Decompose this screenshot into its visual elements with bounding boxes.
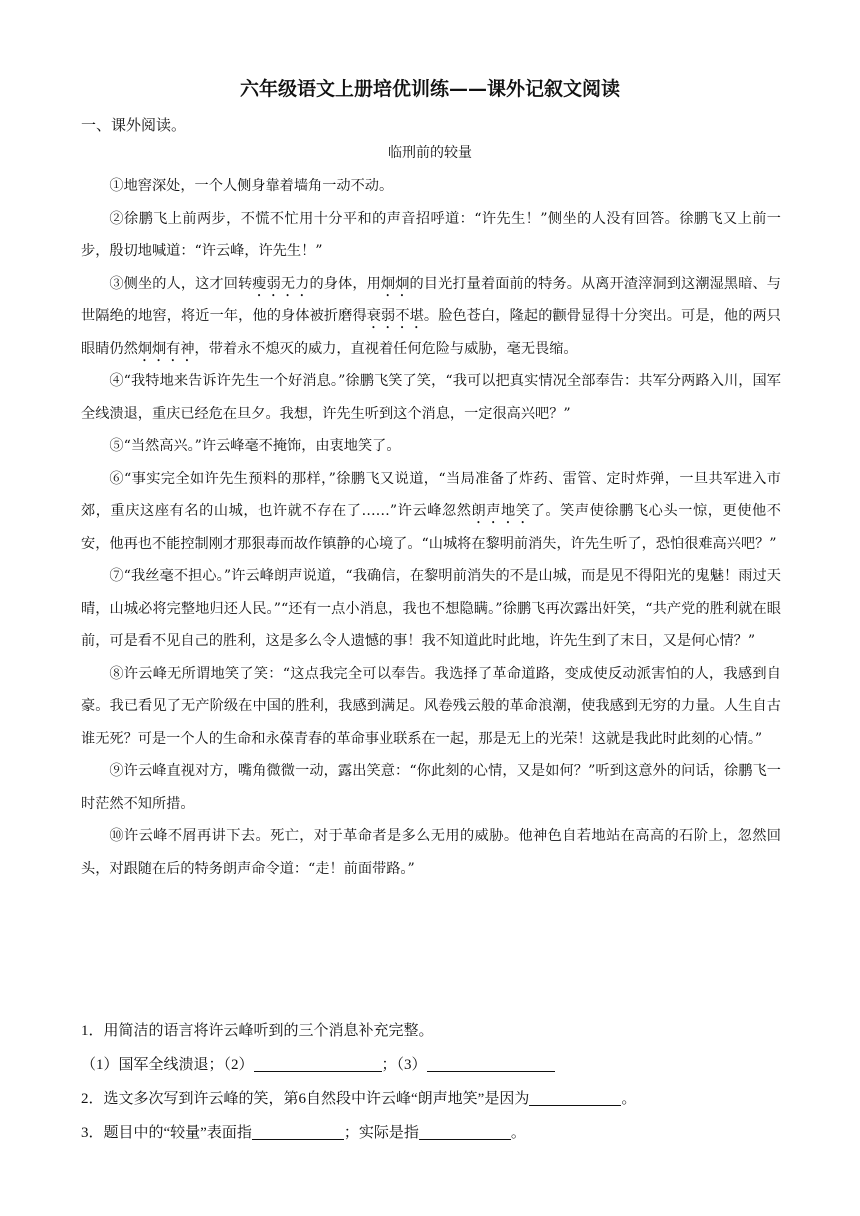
paragraph-3-text: 的目光打量着面前的特务。从离开渣滓洞到这潮湿黑暗、与世隔绝的地窖，将近一年，他的身体被折磨得 bbox=[81, 275, 781, 324]
passage-body bbox=[81, 170, 781, 885]
question-1-sub-text: ；（3） bbox=[381, 1057, 427, 1073]
paragraph-6 bbox=[81, 463, 781, 561]
paragraph-8: ⑧许云峰无所谓地笑了笑：“这点我完全可以奉告。我选择了革命道路，变成使反动派害怕的人，我感到自豪。我已看见了无产阶级在中国的胜利，我感到满足。风卷残云般的革命浪潮，使我感到无穷的力量。人生自古谁无死？可是一个人的生命和永葆青春的革命事业联系在一起，那是无上的光荣！这就是我此时此刻的心情。” bbox=[81, 665, 781, 747]
paragraph-5: ⑤“当然高兴。”许云峰毫不掩饰，由衷地笑了。 bbox=[109, 438, 401, 454]
paragraph-3-text: ，带着永不熄灭的威力，直视着任何危险与威胁，毫无畏缩。 bbox=[194, 340, 578, 357]
answer-blank[interactable] bbox=[419, 1123, 511, 1140]
section-heading: 一、课外阅读。 bbox=[81, 118, 187, 134]
paragraph-6-text: ⑥“事实完全如许先生预料的那样，”徐鹏飞又说道，“当局准备了炸药、雷管、定时炸弹，一旦共军进入市郊，重庆这座有名的山城，也许就不存在了……”许云峰忽然 bbox=[81, 470, 781, 519]
emphasis-phrase: 朗声地笑 bbox=[471, 503, 531, 519]
question-1-sub-text: （1）国军全线溃退；（2） bbox=[81, 1057, 254, 1073]
paragraph-2: ②徐鹏飞上前两步，不慌不忙用十分平和的声音招呼道：“许先生！”侧坐的人没有回答。徐鹏飞又上前一步，殷切地喊道：“许云峰，许先生！” bbox=[81, 210, 781, 259]
paragraph-3-text: ③侧坐的人，这才回转 bbox=[109, 275, 253, 292]
paragraph-10: ⑩许云峰不屑再讲下去。死亡，对于革命者是多么无用的威胁。他神色自若地站在高高的石阶上，忽然回头，对跟随在后的特务朗声命令道：“走！前面带路。” bbox=[81, 828, 781, 877]
question-2 bbox=[81, 1082, 781, 1116]
answer-blank[interactable] bbox=[427, 1055, 555, 1072]
paragraph-6-text: 了。笑声使徐鹏飞心头一惊，更使他不安，他再也不能控制刚才那狠毒而故作镇静的心境了。“山城将在黎明前消失，许先生听了，恐怕很难高兴吧？” bbox=[81, 503, 781, 552]
emphasis-phrase: 炯炯有神 bbox=[137, 340, 195, 357]
question-1: 1．用简洁的语言将许云峰听到的三个消息补充完整。 bbox=[81, 1023, 434, 1039]
question-2-text: 2．选文多次写到许云峰的笑，第6自然段中许云峰“朗声地笑”是因为 bbox=[81, 1091, 530, 1107]
paragraph-1: ①地窖深处，一个人侧身靠着墙角一动不动。 bbox=[109, 178, 394, 194]
question-1-sub bbox=[81, 1048, 781, 1082]
question-3-text: ；实际是指 bbox=[343, 1125, 419, 1141]
questions bbox=[81, 1014, 781, 1150]
emphasis-phrase: 炯炯 bbox=[380, 275, 410, 292]
passage-title: 临刑前的较量 bbox=[388, 145, 472, 161]
paragraph-4: ④“我特地来告诉许先生一个好消息。”徐鹏飞笑了笑，“我可以把真实情况全部奉告：共军分两路入川，国军全线溃退，重庆已经危在旦夕。我想，许先生听到这个消息，一定很高兴吧？” bbox=[81, 373, 781, 422]
paragraph-7: ⑦“我丝毫不担心。”许云峰朗声说道，“我确信，在黎明前消失的不是山城，而是见不得阳光的鬼魅！雨过天晴，山城必将完整地归还人民。”“还有一点小消息，我也不想隐瞒。”徐鹏飞再次露出奸笑，“共产党的胜利就在眼前，可是看不见自己的胜利，这是多么令人遗憾的事！我不知道此时此地，许先生到了末日，又是何心情？” bbox=[81, 568, 781, 649]
emphasis-phrase: 衰弱不堪 bbox=[366, 308, 424, 324]
question-3-text: 。 bbox=[510, 1125, 526, 1141]
paragraph-9: ⑨许云峰直视对方，嘴角微微一动，露出笑意：“你此刻的心情，又是如何？”听到这意外的问话，徐鹏飞一时茫然不知所措。 bbox=[81, 763, 781, 812]
question-3-text: 3．题目中的“较量”表面指 bbox=[81, 1125, 252, 1141]
paragraph-3-text: 的身体，用 bbox=[309, 275, 381, 292]
paragraph-3-text: 。脸色苍白，隆起的颧骨显得十分突出。可是，他的两只眼睛仍然 bbox=[81, 308, 781, 357]
paragraph-3 bbox=[81, 268, 781, 366]
answer-blank[interactable] bbox=[254, 1055, 382, 1072]
question-3 bbox=[81, 1116, 781, 1150]
page-title: 六年级语文上册培优训练——课外记叙文阅读 bbox=[239, 78, 620, 100]
answer-blank[interactable] bbox=[529, 1089, 621, 1106]
emphasis-phrase: 瘦弱无力 bbox=[252, 275, 310, 292]
answer-blank[interactable] bbox=[252, 1123, 344, 1140]
question-2-text: 。 bbox=[621, 1091, 637, 1107]
